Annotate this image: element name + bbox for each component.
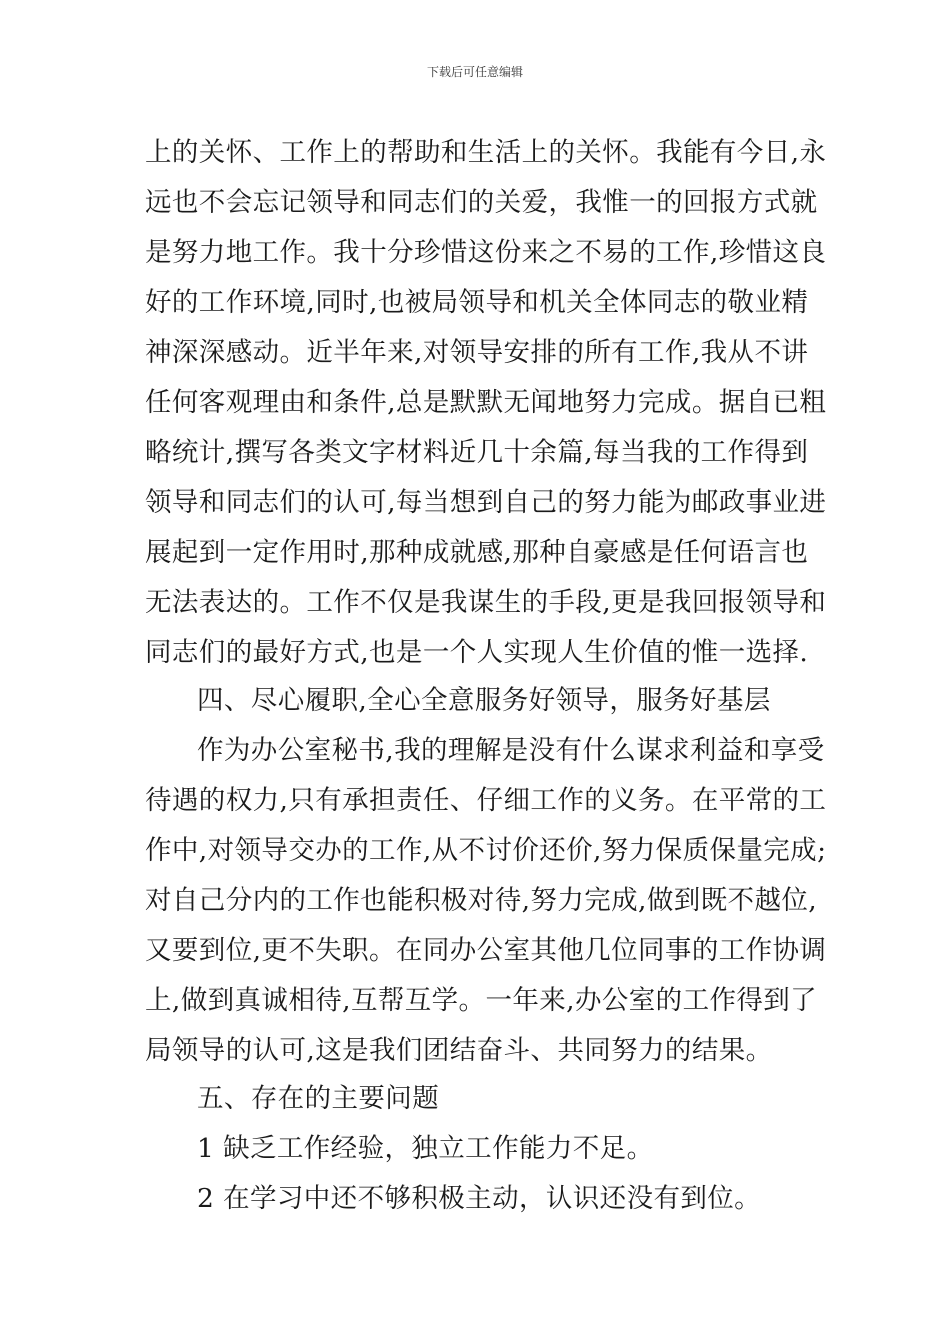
- body-line: 对自己分内的工作也能积极对待,努力完成,做到既不越位,: [145, 885, 818, 916]
- page-header: 下载后可任意编辑: [426, 65, 523, 79]
- body-line: 远也不会忘记领导和同志们的关爱，我惟一的回报方式就: [145, 187, 818, 218]
- section-heading: 五、存在的主要问题: [197, 1083, 440, 1114]
- body-line: 无法表达的。工作不仅是我谋生的手段,更是我回报领导和: [145, 587, 827, 618]
- body-line: 上,做到真诚相待,互帮互学。一年来,办公室的工作得到了: [145, 985, 818, 1016]
- body-line: 好的工作环境,同时,也被局领导和机关全体同志的敬业精: [145, 287, 809, 318]
- body-line: 作中,对领导交办的工作,从不讨价还价,努力保质保量完成;: [145, 835, 827, 866]
- body-line: 神深深感动。近半年来,对领导安排的所有工作,我从不讲: [145, 337, 809, 368]
- body-line: 作为办公室秘书,我的理解是没有什么谋求利益和享受: [197, 735, 825, 766]
- list-item: 2 在学习中还不够积极主动，认识还没有到位。: [197, 1183, 762, 1214]
- body-line: 待遇的权力,只有承担责任、仔细工作的义务。在平常的工: [145, 785, 827, 816]
- body-line: 略统计,撰写各类文字材料近几十余篇,每当我的工作得到: [145, 437, 809, 468]
- body-line: 展起到一定作用时,那种成就感,那种自豪感是任何语言也: [145, 537, 809, 568]
- body-line: 同志们的最好方式,也是一个人实现人生价值的惟一选择.: [145, 637, 809, 668]
- list-item: 1 缺乏工作经验，独立工作能力不足。: [197, 1133, 654, 1164]
- body-line: 又要到位,更不失职。在同办公室其他几位同事的工作协调: [145, 935, 827, 966]
- body-line: 局领导的认可,这是我们团结奋斗、共同努力的结果。: [145, 1035, 773, 1066]
- section-heading: 四、尽心履职,全心全意服务好领导，服务好基层: [197, 685, 771, 716]
- body-line: 任何客观理由和条件,总是默默无闻地努力完成。据自已粗: [145, 387, 827, 418]
- body-line: 领导和同志们的认可,每当想到自己的努力能为邮政事业进: [145, 487, 827, 518]
- body-line: 上的关怀、工作上的帮助和生活上的关怀。我能有今日,永: [145, 137, 827, 168]
- body-line: 是努力地工作。我十分珍惜这份来之不易的工作,珍惜这良: [145, 237, 827, 268]
